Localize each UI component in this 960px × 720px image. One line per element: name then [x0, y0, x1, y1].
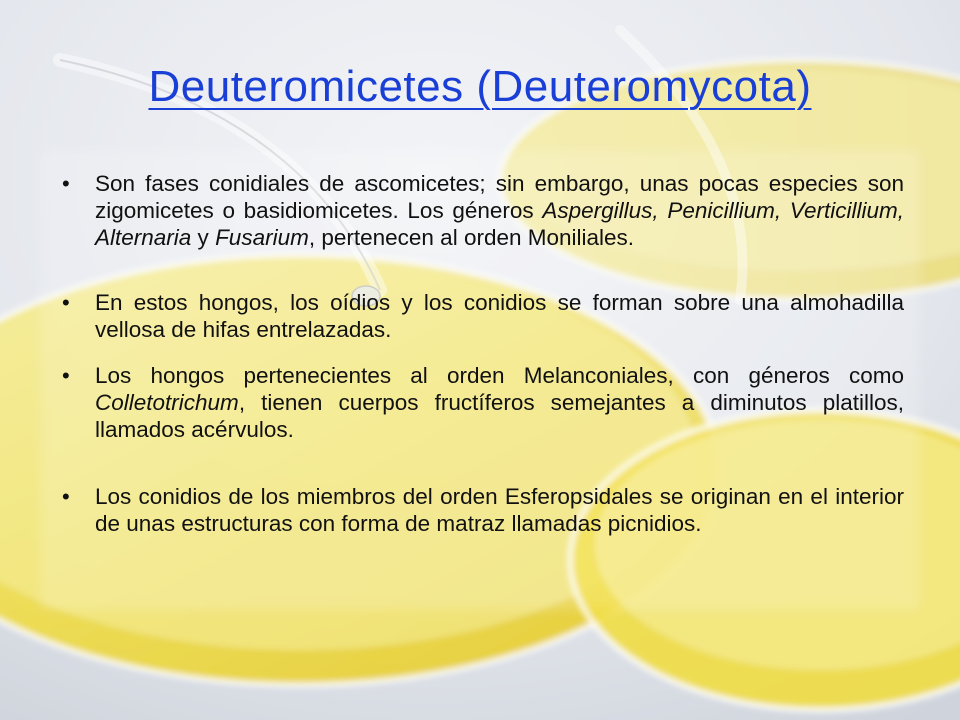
bullet-item [62, 170, 904, 251]
bullet-dot-icon: • [62, 484, 70, 509]
slide-title-link[interactable]: Deuteromicetes (Deuteromycota) [148, 62, 812, 111]
bullet-text: , tienen cuerpos fructíferos semejantes a diminutos platillos, llamados acérvulos. [95, 390, 904, 442]
bullet-text: Los conidios de los miembros del orden Esferopsidales se originan en el interior de unas estructuras con forma de matraz llamadas picnidios. [95, 484, 904, 536]
bullet-item [62, 483, 904, 537]
bullet-item [62, 362, 904, 443]
bullet-text: Los hongos pertenecientes al orden Melanconiales, con géneros como [95, 363, 904, 388]
bullet-dot-icon: • [62, 171, 70, 196]
bullet-dot-icon: • [62, 290, 70, 315]
bullet-list [62, 170, 904, 537]
bullet-dot-icon: • [62, 363, 70, 388]
bullet-text: En estos hongos, los oídios y los conidios se forman sobre una almohadilla vellosa de hifas entrelazadas. [95, 290, 904, 342]
bullet-text: y [191, 225, 216, 250]
bullet-item [62, 289, 904, 343]
bullet-text: Son fases conidiales de ascomicetes; sin embargo, unas pocas especies son zigomicetes o basidiomicetes. Los géneros [95, 171, 904, 223]
bullet-text: , pertenecen al orden Moniliales. [308, 225, 635, 250]
genus-name: Fusarium [215, 225, 309, 250]
genus-name: Colletotrichum [95, 390, 239, 415]
genus-names: Aspergillus, Penicillium, Verticillium, Alternaria [95, 198, 904, 250]
